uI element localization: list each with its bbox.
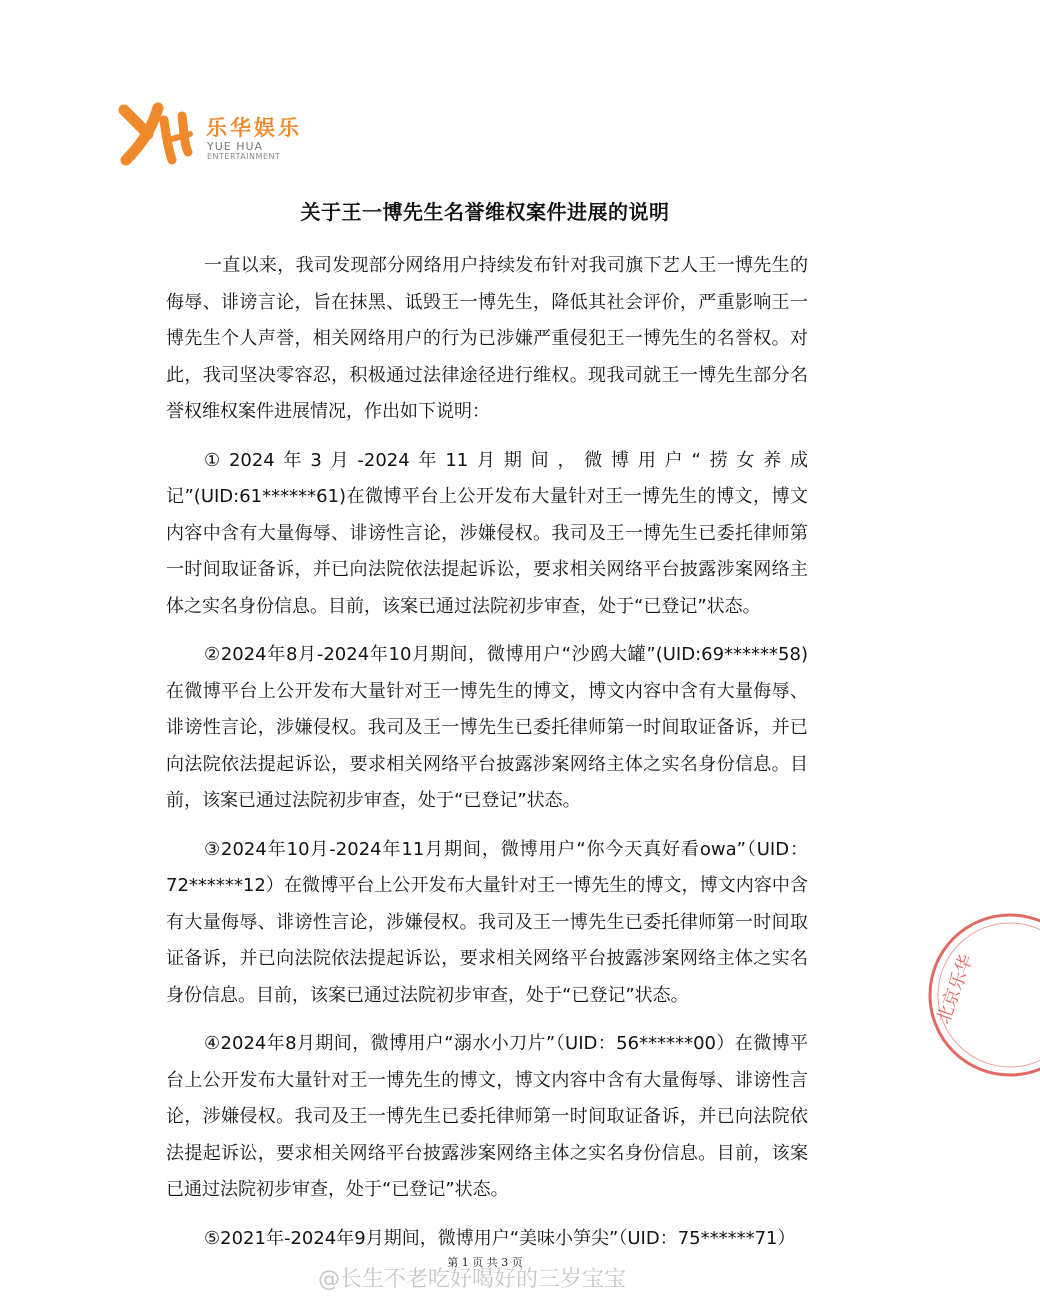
company-seal-stamp <box>920 905 1040 1085</box>
company-logo <box>118 100 318 170</box>
case-item-4: ④2024年8月期间，微博用户“溺水小刀片”（UID：56******00）在微博平台上公开发布大量针对王一博先生的博文，博文内容中含有大量侮辱、诽谤性言论，涉嫌侵权。我司及王一博先生已委托律师第一时间取证备诉，并已向法院依法提起诉讼，要求相关网络平台披露涉案网络主体之实名身份信息。目前，该案已通过法院初步审查，处于“已登记”状态。 <box>166 1033 808 1200</box>
logo-english-subtitle: ENTERTAINMENT <box>207 152 281 161</box>
case-item-3: ③2024年10月-2024年11月期间，微博用户“你今天真好看owa”（UID：72******12）在微博平台上公开发布大量针对王一博先生的博文，博文内容中含有大量侮辱、诽谤性言论，涉嫌侵权。我司及王一博先生已委托律师第一时间取证备诉，并已向法院依法提起诉讼，要求相关网络平台披露涉案网络主体之实名身份信息。目前，该案已通过法院初步审查，处于“已登记”状态。 <box>166 838 808 1006</box>
case-item-2: ②2024年8月-2024年10月期间，微博用户“沙鸥大罐”(UID:69******58)在微博平台上公开发布大量针对王一博先生的博文，博文内容中含有大量侮辱、诽谤性言论，涉嫌侵权。我司及王一博先生已委托律师第一时间取证备诉，并已向法院依法提起诉讼，要求相关网络平台披露涉案网络主体之实名身份信息。目前，该案已通过法院初步审查，处于“已登记”状态。 <box>166 644 808 811</box>
logo-chinese-name: 乐华娱乐 <box>206 116 302 140</box>
case-item-5: ⑤2021年-2024年9月期间，微博用户“美味小笋尖”（UID：75******71） <box>204 1227 796 1249</box>
svg-text:北京乐华: 北京乐华 <box>932 951 978 1027</box>
yuehua-logo-icon <box>118 100 196 170</box>
weibo-watermark: @长生不老吃好喝好的三岁宝宝 <box>318 1267 627 1292</box>
page-number: 第 1 页 共 3 页 <box>447 1256 523 1269</box>
document-body <box>166 248 808 1269</box>
document-title: 关于王一博先生名誉维权案件进展的说明 <box>300 200 670 224</box>
logo-english-name: YUE HUA <box>207 140 264 153</box>
intro-paragraph: 一直以来，我司发现部分网络用户持续发布针对我司旗下艺人王一博先生的侮辱、诽谤言论，旨在抹黑、诋毁王一博先生，降低其社会评价，严重影响王一博先生个人声誉，相关网络用户的行为已涉嫌严重侵犯王一博先生的名誉权。对此，我司坚决零容忍，积极通过法律途径进行维权。现我司就王一博先生部分名誉权维权案件进展情况，作出如下说明： <box>166 255 808 422</box>
case-item-1: ①2024年3月-2024年11月期间，微博用户“捞女养成记”(UID:61******61)在微博平台上公开发布大量针对王一博先生的博文，博文内容中含有大量侮辱、诽谤性言论，涉嫌侵权。我司及王一博先生已委托律师第一时间取证备诉，并已向法院依法提起诉讼，要求相关网络平台披露涉案网络主体之实名身份信息。目前，该案已通过法院初步审查，处于“已登记”状态。 <box>166 449 808 617</box>
